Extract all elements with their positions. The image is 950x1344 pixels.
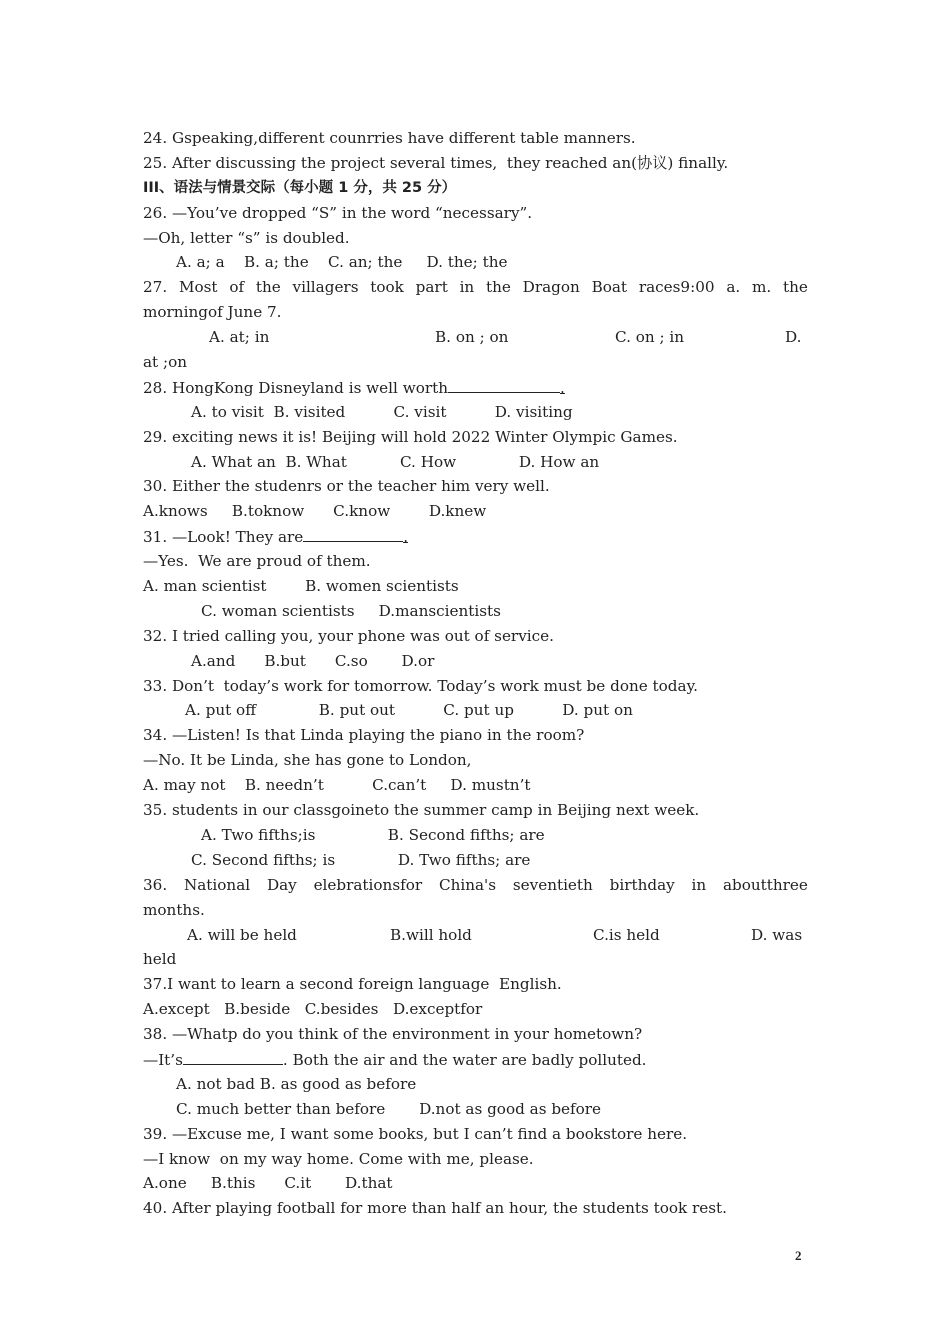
- question-38-reply: —It’s . Both the air and the water are badly polluted.: [143, 1047, 808, 1072]
- question-38: 38. —Whatp do you think of the environment in your hometown?: [143, 1025, 643, 1044]
- question-27-cont: morningof June 7.: [143, 303, 282, 322]
- question-36-cont: months.: [143, 900, 205, 919]
- question-35: 35. students in our classgoineto the summer camp in Beijing next week.: [143, 801, 700, 820]
- question-40: 40. After playing football for more than half an hour, the students took rest.: [143, 1199, 727, 1218]
- question-39-options: A.one B.this C.it D.that: [143, 1174, 393, 1193]
- question-35-options-2: C. Second fifths; is D. Two fifths; are: [191, 850, 531, 869]
- page-number: 2: [795, 1248, 802, 1263]
- answer-blank: [303, 524, 403, 542]
- question-34: 34. —Listen! Is that Linda playing the piano in the room?: [143, 726, 585, 745]
- question-26-reply: —Oh, letter “s” is doubled.: [143, 228, 350, 247]
- question-28: 28. HongKong Disneyland is well worth .: [143, 375, 808, 400]
- question-33: 33. Don’t today’s work for tomorrow. Today’s work must be done today.: [143, 676, 698, 695]
- question-27-option-d: at ;on: [143, 353, 188, 372]
- question-24: 24. Gspeaking,different counrries have different table manners.: [143, 129, 636, 147]
- question-31-reply: —Yes. We are proud of them.: [143, 552, 371, 571]
- question-32-options: A.and B.but C.so D.or: [191, 651, 435, 670]
- question-30-options: A.knows B.toknow C.know D.knew: [143, 502, 487, 521]
- question-27-options: A. at; in B. on ; on C. on ; in D.: [209, 328, 802, 347]
- question-25: 25. After discussing the project several times, they reached an(协议) finally.: [143, 153, 729, 172]
- question-38-options-1: A. not bad B. as good as before: [176, 1074, 417, 1093]
- question-31: 31. —Look! They are .: [143, 524, 808, 549]
- question-30: 30. Either the studenrs or the teacher him very well.: [143, 477, 550, 496]
- question-34-options: A. may not B. needn’t C.can’t D. mustn’t: [143, 776, 531, 795]
- question-36: 36. National Day elebrationsfor China's seventieth birthday in aboutthree: [143, 875, 808, 894]
- question-37-options: A.except B.beside C.besides D.exceptfor: [143, 1000, 483, 1019]
- question-37: 37.I want to learn a second foreign language English.: [143, 975, 562, 994]
- answer-blank: [448, 375, 560, 393]
- answer-blank: [183, 1047, 283, 1065]
- question-36-options: A. will be held B.will hold C.is held D. was: [187, 925, 803, 944]
- question-38-options-2: C. much better than before D.not as good as before: [176, 1099, 602, 1118]
- question-28-options: A. to visit B. visited C. visit D. visiting: [191, 402, 573, 421]
- question-31-options-2: C. woman scientists D.manscientists: [201, 601, 501, 620]
- section-heading: III、语法与情景交际（每小题 1 分，共 25 分）: [143, 179, 457, 196]
- question-26: 26. —You’ve dropped “S” in the word “necessary”.: [143, 203, 533, 222]
- question-27: 27. Most of the villagers took part in the Dragon Boat races9:00 a. m. the: [143, 278, 808, 297]
- question-39: 39. —Excuse me, I want some books, but I can’t find a bookstore here.: [143, 1124, 688, 1143]
- question-26-options: A. a; a B. a; the C. an; the D. the; the: [176, 253, 508, 272]
- question-36-option-d: held: [143, 950, 177, 969]
- question-33-options: A. put off B. put out C. put up D. put on: [185, 701, 633, 720]
- exam-page: [143, 126, 808, 1221]
- question-35-options-1: A. Two fifths;is B. Second fifths; are: [201, 825, 545, 844]
- question-29: 29. exciting news it is! Beijing will hold 2022 Winter Olympic Games.: [143, 427, 678, 446]
- question-29-options: A. What an B. What C. How D. How an: [191, 452, 600, 471]
- question-31-options-1: A. man scientist B. women scientists: [143, 577, 459, 596]
- question-32: 32. I tried calling you, your phone was out of service.: [143, 626, 554, 645]
- question-34-reply: —No. It be Linda, she has gone to London,: [143, 751, 472, 770]
- question-39-reply: —I know on my way home. Come with me, please.: [143, 1149, 534, 1168]
